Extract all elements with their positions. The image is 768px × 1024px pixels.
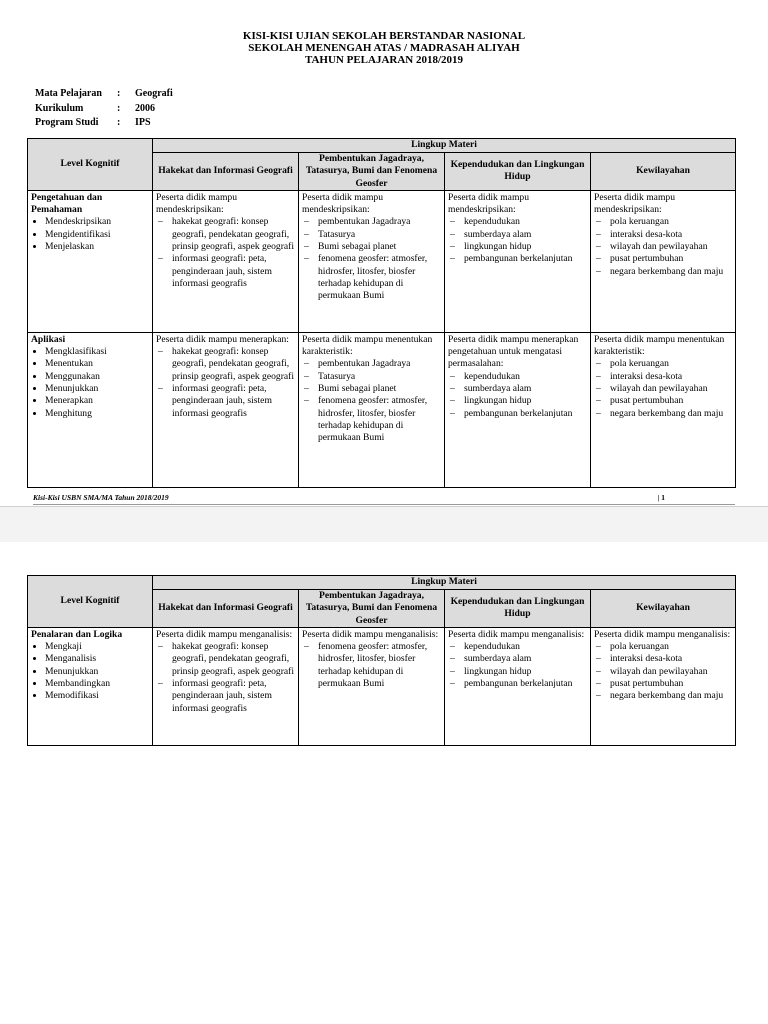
cell-list xyxy=(302,216,441,302)
list-item: • Membandingkan xyxy=(45,678,149,690)
level-cell xyxy=(28,627,153,745)
level-title: Penalaran dan Logika xyxy=(31,628,123,640)
blueprint-table-1 xyxy=(27,138,736,488)
list-item: • Menunjukkan xyxy=(45,666,149,678)
level-cell xyxy=(28,332,153,487)
list-item: – pola keruangan xyxy=(610,216,732,228)
page-separator xyxy=(0,506,768,543)
list-item: – pembangunan berkelanjutan xyxy=(464,253,587,265)
content-cell xyxy=(299,190,445,332)
list-item: – pembangunan berkelanjutan xyxy=(464,408,587,420)
list-item: • Mengklasifikasi xyxy=(45,346,149,358)
col-header-pembentukan: Pembentukan Jagadraya, Tatasurya, Bumi dan Fenomena Geosfer xyxy=(299,590,445,628)
blueprint-table-2 xyxy=(27,575,736,746)
list-item: – interaksi desa-kota xyxy=(610,653,732,665)
list-item: – Bumi sebagai planet xyxy=(318,383,441,395)
cell-intro: Peserta didik mampu mendeskripsikan: xyxy=(156,191,237,216)
meta-colon: : xyxy=(117,102,121,114)
list-item: • Menentukan xyxy=(45,358,149,370)
subject-info xyxy=(33,86,175,132)
meta-value: Geografi xyxy=(135,88,173,99)
list-item: – lingkungan hidup xyxy=(464,241,587,253)
list-item: – pembentukan Jagadraya xyxy=(318,358,441,370)
level-list xyxy=(31,216,149,253)
lingkup-header: Lingkup Materi xyxy=(153,576,736,590)
col-header-pembentukan: Pembentukan Jagadraya, Tatasurya, Bumi dan Fenomena Geosfer xyxy=(299,153,445,191)
list-item: – Tatasurya xyxy=(318,229,441,241)
cell-list xyxy=(302,358,441,444)
content-cell xyxy=(153,190,299,332)
table-row xyxy=(28,332,736,487)
list-item: – informasi geografi: peta, penginderaan jauh, sistem informasi geografis xyxy=(172,383,295,420)
header-line-3: TAHUN PELAJARAN 2018/2019 xyxy=(304,54,464,66)
content-cell xyxy=(591,627,736,745)
list-item: – Tatasurya xyxy=(318,371,441,383)
list-item: – negara berkembang dan maju xyxy=(610,408,732,420)
list-item: • Mendeskripsikan xyxy=(45,216,149,228)
list-item: • Memodifikasi xyxy=(45,690,149,702)
meta-row xyxy=(35,103,173,116)
list-item: • Menerapkan xyxy=(45,395,149,407)
list-item: – kependudukan xyxy=(464,216,587,228)
content-cell xyxy=(445,627,591,745)
cell-list xyxy=(302,641,441,690)
list-item: – interaksi desa-kota xyxy=(610,371,732,383)
meta-row xyxy=(35,117,173,130)
meta-label: Mata Pelajaran xyxy=(35,88,102,99)
list-item: – kependudukan xyxy=(464,371,587,383)
list-item: • Menganalisis xyxy=(45,653,149,665)
list-item: – negara berkembang dan maju xyxy=(610,690,732,702)
content-cell xyxy=(445,332,591,487)
list-item: – lingkungan hidup xyxy=(464,666,587,678)
content-cell xyxy=(591,332,736,487)
list-item: – fenomena geosfer: atmosfer, hidrosfer, litosfer, biosfer terhadap kehidupan di permukaan Bumi xyxy=(318,395,441,444)
list-item: – pola keruangan xyxy=(610,641,732,653)
level-cell xyxy=(28,190,153,332)
list-item: • Menghitung xyxy=(45,408,149,420)
cell-list xyxy=(448,371,587,420)
cell-intro: Peserta didik mampu menganalisis: xyxy=(448,628,585,640)
level-title: Aplikasi xyxy=(31,333,66,345)
cell-list xyxy=(156,216,295,290)
list-item: – wilayah dan pewilayahan xyxy=(610,383,732,395)
list-item: • Menunjukkan xyxy=(45,383,149,395)
page-number: | 1 xyxy=(657,493,665,502)
cell-intro: Peserta didik mampu menganalisis: xyxy=(156,628,293,640)
cell-intro: Peserta didik mampu mendeskripsikan: xyxy=(594,191,675,216)
cell-list xyxy=(156,346,295,420)
list-item: – sumberdaya alam xyxy=(464,653,587,665)
level-header: Level Kognitif xyxy=(28,576,153,628)
level-title: Pengetahuan dan Pemahaman xyxy=(31,191,103,216)
cell-list xyxy=(156,641,295,715)
cell-intro: Peserta didik mampu menganalisis: xyxy=(302,628,439,640)
meta-value: 2006 xyxy=(135,102,155,114)
document-page-1 xyxy=(0,0,768,506)
meta-value: IPS xyxy=(135,117,151,128)
list-item: – pusat pertumbuhan xyxy=(610,678,732,690)
list-item: – pola keruangan xyxy=(610,358,732,370)
col-header-hakekat: Hakekat dan Informasi Geografi xyxy=(153,590,299,628)
list-item: – negara berkembang dan maju xyxy=(610,266,732,278)
list-item: • Mengidentifikasi xyxy=(45,229,149,241)
list-item: – interaksi desa-kota xyxy=(610,229,732,241)
list-item: – informasi geografi: peta, penginderaan jauh, sistem informasi geografis xyxy=(172,678,295,715)
list-item: – wilayah dan pewilayahan xyxy=(610,666,732,678)
list-item: – pusat pertumbuhan xyxy=(610,395,732,407)
document-page-2 xyxy=(0,542,768,1024)
document-header xyxy=(0,30,768,66)
list-item: • Menggunakan xyxy=(45,371,149,383)
cell-intro: Peserta didik mampu menganalisis: xyxy=(594,628,731,640)
list-item: – hakekat geografi: konsep geografi, pendekatan geografi, prinsip geografi, aspek geografi xyxy=(172,216,295,253)
cell-list xyxy=(594,358,732,419)
list-item: – wilayah dan pewilayahan xyxy=(610,241,732,253)
cell-intro: Peserta didik mampu menerapkan pengetahuan untuk mengatasi permasalahan: xyxy=(448,333,579,370)
content-cell xyxy=(153,332,299,487)
list-item: – pusat pertumbuhan xyxy=(610,253,732,265)
header-line-1: KISI-KISI UJIAN SEKOLAH BERSTANDAR NASIONAL xyxy=(242,30,526,42)
col-header-kependudukan: Kependudukan dan Lingkungan Hidup xyxy=(445,153,591,191)
list-item: – kependudukan xyxy=(464,641,587,653)
cell-list xyxy=(448,641,587,690)
list-item: – Bumi sebagai planet xyxy=(318,241,441,253)
list-item: • Menjelaskan xyxy=(45,241,149,253)
content-cell xyxy=(445,190,591,332)
list-item: – fenomena geosfer: atmosfer, hidrosfer, litosfer, biosfer terhadap kehidupan di permukaan Bumi xyxy=(318,641,441,690)
cell-intro: Peserta didik mampu menerapkan: xyxy=(156,333,289,345)
meta-label: Kurikulum xyxy=(35,102,84,114)
list-item: – pembentukan Jagadraya xyxy=(318,216,441,228)
list-item: • Mengkaji xyxy=(45,641,149,653)
table-row xyxy=(28,627,736,745)
cell-intro: Peserta didik mampu mendeskripsikan: xyxy=(448,191,529,216)
list-item: – sumberdaya alam xyxy=(464,383,587,395)
content-cell xyxy=(299,627,445,745)
cell-list xyxy=(594,216,732,277)
meta-colon: : xyxy=(117,88,121,99)
header-line-2: SEKOLAH MENENGAH ATAS / MADRASAH ALIYAH xyxy=(248,42,520,54)
cell-intro: Peserta didik mampu menentukan karakteristik: xyxy=(594,333,725,358)
cell-intro: Peserta didik mampu mendeskripsikan: xyxy=(302,191,383,216)
meta-colon: : xyxy=(117,117,121,128)
list-item: – lingkungan hidup xyxy=(464,395,587,407)
level-header: Level Kognitif xyxy=(28,139,153,191)
col-header-hakekat: Hakekat dan Informasi Geografi xyxy=(153,153,299,191)
col-header-kewilayahan: Kewilayahan xyxy=(591,590,736,628)
table-row xyxy=(28,190,736,332)
level-list xyxy=(31,346,149,420)
cell-list xyxy=(594,641,732,702)
list-item: – fenomena geosfer: atmosfer, hidrosfer, litosfer, biosfer terhadap kehidupan di permukaan Bumi xyxy=(318,253,441,302)
lingkup-header: Lingkup Materi xyxy=(153,139,736,153)
meta-row xyxy=(35,88,173,101)
list-item: – informasi geografi: peta, penginderaan jauh, sistem informasi geografis xyxy=(172,253,295,290)
list-item: – sumberdaya alam xyxy=(464,229,587,241)
cell-intro: Peserta didik mampu menentukan karakteristik: xyxy=(302,333,433,358)
content-cell xyxy=(299,332,445,487)
level-list xyxy=(31,641,149,702)
col-header-kependudukan: Kependudukan dan Lingkungan Hidup xyxy=(445,590,591,628)
col-header-kewilayahan: Kewilayahan xyxy=(591,153,736,191)
footer-text: Kisi-Kisi USBN SMA/MA Tahun 2018/2019 xyxy=(33,493,169,502)
list-item: – pembangunan berkelanjutan xyxy=(464,678,587,690)
page-footer xyxy=(33,493,735,505)
list-item: – hakekat geografi: konsep geografi, pendekatan geografi, prinsip geografi, aspek geografi xyxy=(172,641,295,678)
meta-label: Program Studi xyxy=(35,117,99,128)
cell-list xyxy=(448,216,587,265)
content-cell xyxy=(591,190,736,332)
content-cell xyxy=(153,627,299,745)
list-item: – hakekat geografi: konsep geografi, pendekatan geografi, prinsip geografi, aspek geografi xyxy=(172,346,295,383)
